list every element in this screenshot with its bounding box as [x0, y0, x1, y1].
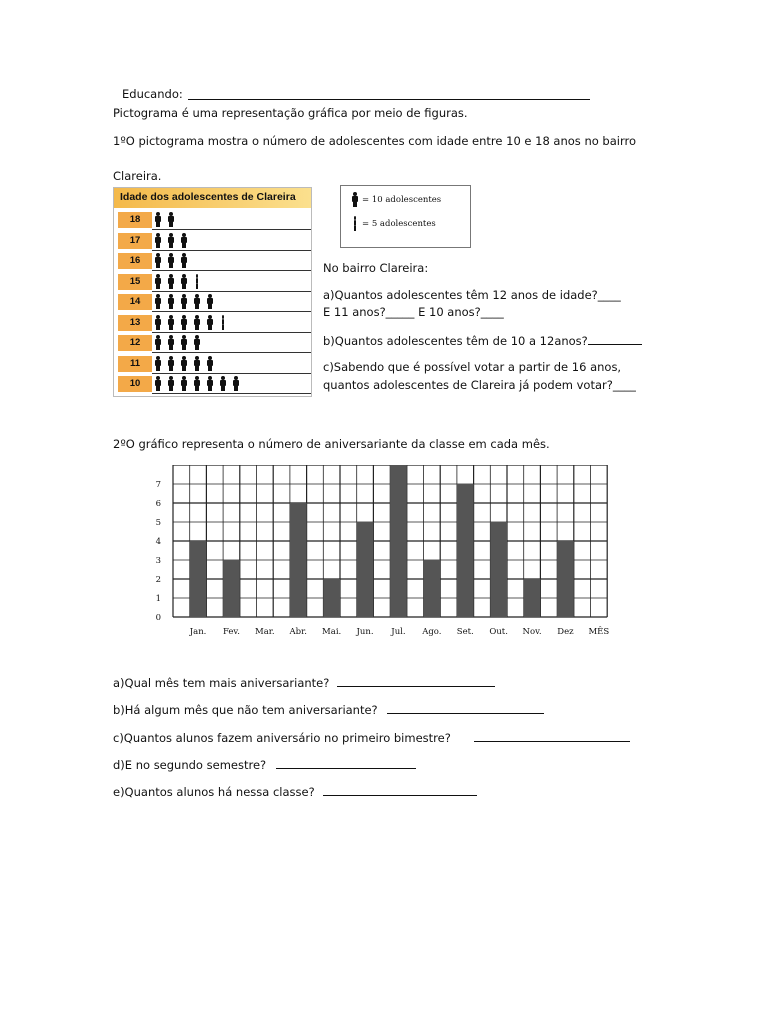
person-icon — [206, 315, 213, 330]
q2-question-b — [113, 702, 544, 717]
pictogram-row — [114, 333, 311, 353]
age-label: 14 — [118, 294, 152, 310]
pictogram-icons — [154, 253, 193, 269]
bar-out — [490, 522, 507, 617]
person-icon — [180, 253, 187, 268]
pictogram-row — [114, 231, 311, 251]
answer-line[interactable] — [276, 757, 416, 769]
half-person-icon — [351, 216, 358, 231]
person-icon — [154, 315, 161, 330]
age-label: 12 — [118, 335, 152, 351]
bar-jul — [390, 465, 407, 617]
x-tick-label: Mai. — [322, 627, 342, 637]
pictogram-icons — [154, 233, 193, 249]
answer-line[interactable] — [474, 730, 630, 742]
q1-question-c-line1: c)Sabendo que é possível votar a partir de 16 anos, — [323, 360, 622, 374]
person-icon — [206, 356, 213, 371]
person-icon — [154, 335, 161, 350]
pictogram-row — [114, 354, 311, 374]
person-icon — [167, 315, 174, 330]
pictogram-icons — [154, 376, 245, 392]
y-tick-label: 2 — [155, 575, 161, 585]
pictogram-row — [114, 251, 311, 271]
y-tick-label: 6 — [155, 499, 161, 509]
q1-question-c-line2: quantos adolescentes de Clareira já podem votar?____ — [323, 378, 636, 392]
x-tick-label: Out. — [489, 627, 508, 637]
pictogram-row — [114, 313, 311, 333]
x-tick-label: Set. — [456, 627, 474, 637]
person-icon — [154, 376, 161, 391]
person-icon — [193, 376, 200, 391]
person-icon — [154, 274, 161, 289]
pictogram-title: Idade dos adolescentes de Clareira — [120, 191, 296, 203]
pictogram-row — [114, 374, 311, 394]
answer-line[interactable] — [387, 702, 544, 714]
x-tick-label: Mar. — [255, 627, 275, 637]
pictogram-row — [114, 292, 311, 312]
pictogram-row — [114, 272, 311, 292]
x-tick-label: Jan. — [189, 627, 207, 637]
person-icon — [180, 376, 187, 391]
x-tick-label: Dez — [557, 627, 574, 637]
educando-label: Educando: — [122, 87, 183, 101]
pictogram-table — [113, 187, 312, 397]
person-icon — [154, 294, 161, 309]
person-icon — [180, 356, 187, 371]
person-icon — [167, 233, 174, 248]
y-tick-label: 0 — [155, 613, 161, 623]
pictogram-icons — [154, 335, 206, 351]
age-label: 15 — [118, 274, 152, 290]
age-label: 18 — [118, 212, 152, 228]
q2-question-c — [113, 730, 630, 745]
person-icon — [154, 212, 161, 227]
q1-intro-line1: 1ºO pictograma mostra o número de adolescentes com idade entre 10 e 18 anos no bairro — [113, 134, 637, 148]
q2-question-a — [113, 675, 495, 690]
y-tick-label: 4 — [155, 537, 161, 547]
y-tick-label: 3 — [155, 556, 161, 566]
q2-question-e — [113, 784, 477, 799]
person-icon — [193, 335, 200, 350]
half-person-icon — [193, 274, 200, 289]
person-icon — [180, 274, 187, 289]
definition-text: Pictograma é uma representação gráfica por meio de figuras. — [113, 106, 468, 120]
pictogram-icons — [154, 356, 219, 372]
person-icon — [167, 294, 174, 309]
x-tick-label: Jul. — [391, 627, 406, 637]
person-icon — [219, 376, 226, 391]
bar-nov — [524, 579, 541, 617]
person-icon — [167, 376, 174, 391]
x-tick-label: Abr. — [289, 627, 307, 637]
pictogram-row — [114, 210, 311, 230]
person-icon — [154, 356, 161, 371]
age-label: 11 — [118, 356, 152, 372]
person-icon — [154, 253, 161, 268]
person-icon — [206, 294, 213, 309]
q1-question-a-line2: E 11 anos?_____ E 10 anos?____ — [323, 305, 504, 319]
x-tick-label: Fev. — [222, 627, 240, 637]
age-label: 17 — [118, 233, 152, 249]
age-label: 16 — [118, 253, 152, 269]
legend-half — [351, 216, 436, 231]
person-icon — [193, 356, 200, 371]
bar-mai — [323, 579, 340, 617]
legend-full — [351, 192, 441, 207]
q2-question-a-text: a)Qual mês tem mais aniversariante? — [113, 676, 330, 690]
person-icon — [167, 335, 174, 350]
person-icon — [193, 294, 200, 309]
y-tick-label: 7 — [155, 480, 161, 490]
x-tick-label: Jun. — [356, 627, 374, 637]
legend-half-label: = 5 adolescentes — [362, 219, 436, 229]
q2-question-d-text: d)E no segundo semestre? — [113, 758, 267, 772]
q2-question-e-text: e)Quantos alunos há nessa classe? — [113, 785, 315, 799]
q2-question-d — [113, 757, 416, 772]
age-label: 10 — [118, 376, 152, 392]
person-icon — [180, 233, 187, 248]
pictogram-legend — [340, 185, 471, 248]
pictogram-header — [114, 188, 311, 208]
pictogram-icons — [154, 212, 180, 228]
educando-name-line[interactable] — [188, 99, 590, 100]
pictogram-icons — [154, 274, 206, 290]
q2-intro: 2ºO gráfico representa o número de aniversariante da classe em cada mês. — [113, 437, 550, 451]
q1-question-a-line1: a)Quantos adolescentes têm 12 anos de idade?____ — [323, 288, 621, 302]
person-icon — [167, 356, 174, 371]
person-icon — [351, 192, 358, 207]
person-icon — [167, 253, 174, 268]
y-tick-label: 1 — [155, 594, 161, 604]
q1-question-b — [323, 333, 642, 348]
person-icon — [206, 376, 213, 391]
bar-jan — [190, 541, 207, 617]
birthday-bar-chart — [140, 465, 610, 645]
bar-fev — [223, 560, 240, 617]
person-icon — [180, 315, 187, 330]
person-icon — [232, 376, 239, 391]
answer-line[interactable] — [323, 784, 477, 796]
person-icon — [167, 212, 174, 227]
answer-line[interactable] — [337, 675, 495, 687]
q2-question-b-text: b)Há algum mês que não tem aniversariante? — [113, 703, 378, 717]
person-icon — [193, 315, 200, 330]
person-icon — [167, 274, 174, 289]
answer-line[interactable] — [588, 333, 642, 345]
pictogram-icons — [154, 315, 232, 331]
x-axis-end-label: MÊS — [588, 627, 610, 637]
q1-subtitle: No bairro Clareira: — [323, 261, 429, 275]
x-tick-label: Nov. — [522, 627, 542, 637]
age-label: 13 — [118, 315, 152, 331]
bar-abr — [290, 503, 307, 617]
half-person-icon — [219, 315, 226, 330]
legend-full-label: = 10 adolescentes — [362, 195, 442, 205]
pictogram-icons — [154, 294, 219, 310]
q1-question-b-text: b)Quantos adolescentes têm de 10 a 12anos? — [323, 334, 588, 348]
bar-set — [457, 484, 474, 617]
bar-ago — [424, 560, 441, 617]
person-icon — [180, 335, 187, 350]
bar-dez — [557, 541, 574, 617]
x-tick-label: Ago. — [422, 627, 442, 637]
person-icon — [180, 294, 187, 309]
q1-intro-line2: Clareira. — [113, 169, 162, 183]
person-icon — [154, 233, 161, 248]
q2-question-c-text: c)Quantos alunos fazem aniversário no primeiro bimestre? — [113, 731, 451, 745]
bar-jun — [357, 522, 374, 617]
y-tick-label: 5 — [155, 518, 161, 528]
